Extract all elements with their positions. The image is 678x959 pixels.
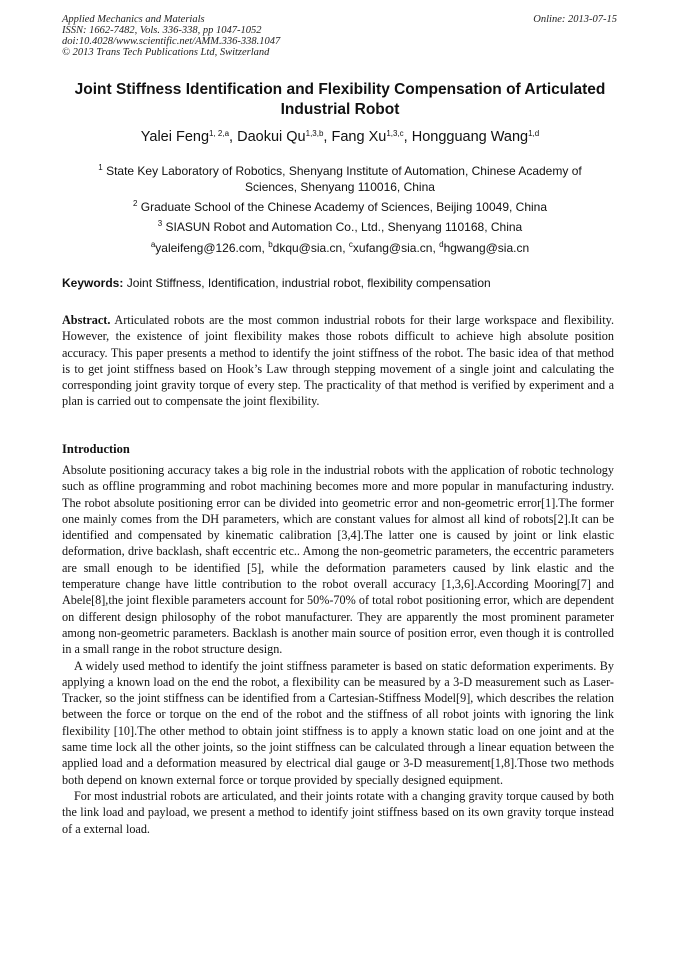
- intro-paragraph-3: For most industrial robots are articulated, and their joints rotate with a changing gravity torque caused by both the link load and payload, we present a method to identify joint stiffness based on its own gravity torque instead of a external load.: [62, 788, 614, 836]
- author: Fang Xu$^{1,3,c}$,: [331, 129, 412, 145]
- author: Daokui Qu$^{1,3,b}$,: [237, 129, 332, 145]
- journal-copyright: © 2013 Trans Tech Publications Ltd, Switzerland: [62, 47, 270, 58]
- journal-doi: doi:10.4028/www.scientific.net/AMM.336-338.1047: [62, 36, 281, 47]
- journal-header: [62, 14, 617, 58]
- email[interactable]: $^d$hgwang@sia.cn: [439, 240, 530, 255]
- intro-paragraph-2: A widely used method to identify the joint stiffness parameter is based on static deformation experiments. By applying a known load on the end the robot, a flexibility can be measured by a 3-D measurement such as Laser-Tracker, so the joint stiffness can be identified from a Cartesian-Stiffness Model[9], which describes the relation between the force or torque on the end of the robot and the stiffness of all robot joints with ignoring the link flexibility [10].The other method to obtain joint stiffness is to apply a known static load on one joint and at the same time lock all the other joints, so the joint stiffness can be calculated through a linear equation between the applied load and a deformation measured by electrical dial gauge or 3-D measurement[1,8].Those two methods both depend on known external force or torque provided by specially designed equipment.: [62, 658, 614, 787]
- online-date: Online: 2013-07-15: [533, 14, 617, 25]
- introduction-body: [62, 462, 614, 837]
- affiliation-1: $^1$ State Key Laboratory of Robotics, Shenyang Institute of Automation, Chinese Academy of Sciences, Shenyang 110016, China: [98, 163, 582, 194]
- journal-name: Applied Mechanics and Materials: [62, 14, 205, 25]
- abstract-text: Articulated robots are the most common industrial robots for their large workspace and flexibility. However, the existence of joint flexibility makes those robots difficult to achieve high absolute position accuracy. This paper presents a method to identify the joint stiffness of the robot. The basic idea of that method is to get joint stiffness based on Hook’s Law through stepping movement of a single joint and calculating the corresponding joint gravity torque of every step. The practicality of that method is verified by experiment and a plan is carried out to compensate the joint flexibility.: [62, 313, 614, 409]
- affiliation-2: $^2$ Graduate School of the Chinese Academy of Sciences, Beijing 10049, China: [132, 199, 548, 214]
- author-emails: $^a$yaleifeng@126.com, $^b$dkqu@sia.cn, $^c$xufang@sia.cn, $^d$hgwang@sia.cn: [150, 240, 530, 255]
- email[interactable]: $^b$dkqu@sia.cn: [268, 240, 343, 255]
- author: Hongguang Wang$^{1,d}$: [411, 129, 540, 145]
- intro-paragraph-1: Absolute positioning accuracy takes a big role in the industrial robots with the application of robotic technology such as offline programming and robot machining becomes more and more popular in manufacturing industry. The robot absolute positioning error can be divided into geometric error and non-geometric error[1].The former one mainly comes from the DH parameters, which are constant values for almost all kind of robots[2].It can be identified and compensated by kinematic calibration [3,4].The latter one is caused by joint or link elastic deformation, drive backlash, shaft eccentric etc.. Among the non-geometric parameters, the eccentric parameters are small enough to be identified [5], while the deformation parameters caused by link elastic and the temperature change have little contribution to the robot overall accuracy [1,3,6].According Mooring[7] and Abele[8],the joint flexible parameters account for 50%-70% of total robot positioning error, which are dependent on different design philosophy of the robot manufacturer. They are apparently the most prominent parameter among non-geometric parameters. Backlash is another main source of position error, even though it is controlled in a small range in the robot structure design.: [62, 463, 614, 657]
- affiliation-3: $^3$ SIASUN Robot and Automation Co., Ltd., Shenyang 110168, China: [157, 219, 523, 234]
- abstract: [62, 312, 614, 410]
- keywords-text: Joint Stiffness, Identification, industrial robot, flexibility compensation: [126, 276, 491, 290]
- title-line-1: Joint Stiffness Identification and Flexibility Compensation of Articulated: [74, 81, 606, 98]
- email[interactable]: $^a$yaleifeng@126.com: [150, 240, 262, 255]
- introduction-heading: Introduction: [62, 442, 130, 456]
- keywords: [62, 276, 622, 290]
- journal-issn: ISSN: 1662-7482, Vols. 336-338, pp 1047-1052: [62, 25, 262, 36]
- paper-title: [40, 80, 640, 120]
- abstract-label: Abstract.: [62, 313, 111, 327]
- title-line-2: Industrial Robot: [280, 101, 400, 118]
- email[interactable]: $^c$xufang@sia.cn: [348, 240, 433, 255]
- author-list: [40, 127, 640, 147]
- author: Yalei Feng$^{1, 2,a}$,: [140, 129, 238, 145]
- keywords-label: Keywords:: [62, 276, 124, 290]
